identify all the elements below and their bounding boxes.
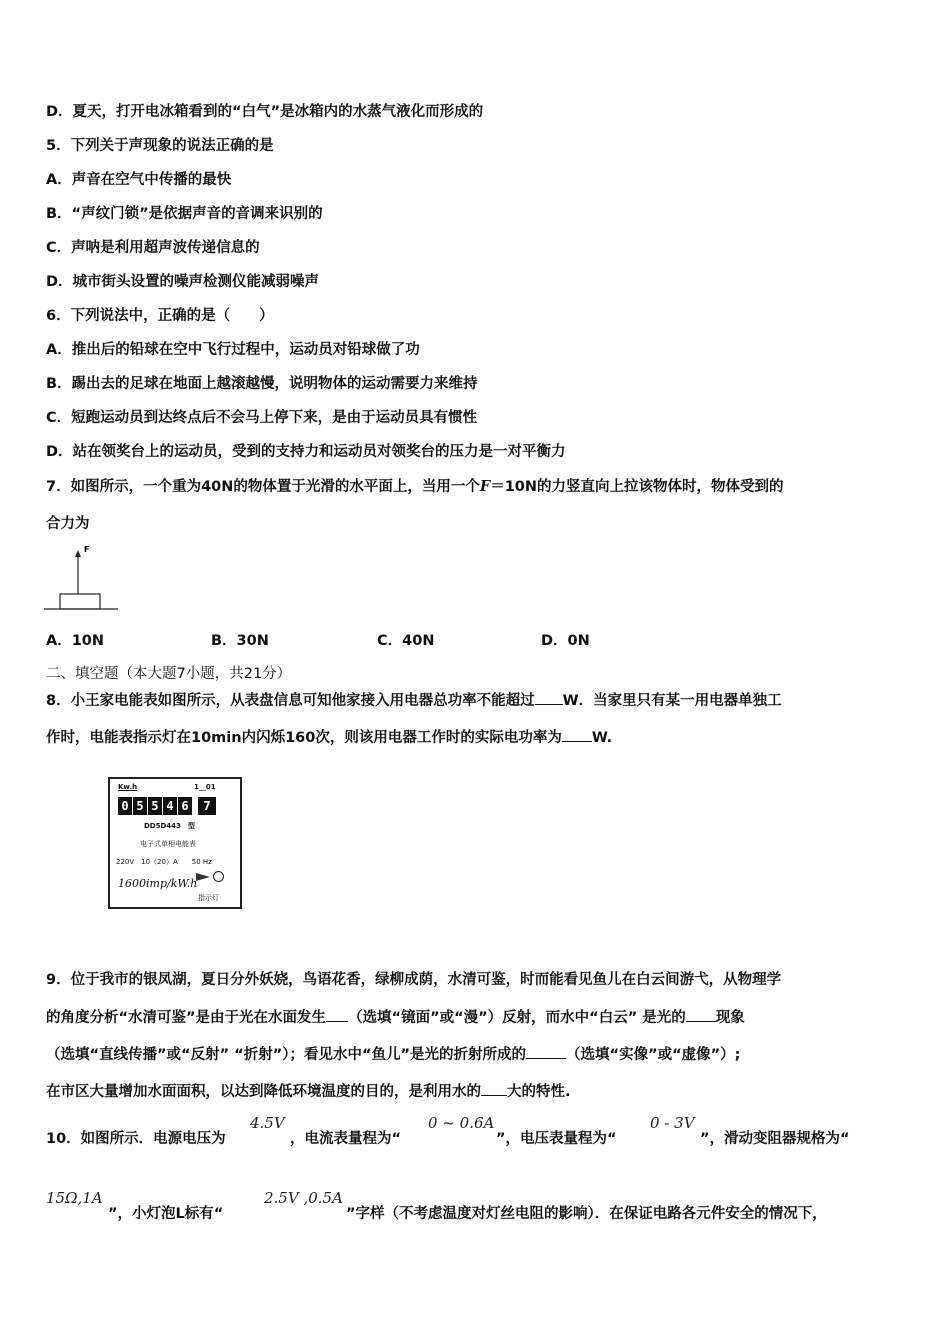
q7-options	[46, 631, 926, 651]
meter-rating: 220V 10（20）A 50 Hz	[116, 858, 212, 866]
q6-stem: 6．下列说法中，正确的是（ ）	[46, 308, 274, 324]
q7-text-part2: ＝10N的力竖直向上拉该物体时，物体受到的	[490, 479, 784, 495]
q10-line2-b: ”字样（不考虑温度对灯丝电阻的影响）．在保证电路各元件安全的情况下，	[346, 1206, 827, 1222]
q9-line3	[46, 1044, 740, 1065]
q9-blank-1[interactable]	[326, 1007, 348, 1022]
q10-line1-d: ”，滑动变阻器规格为“	[700, 1131, 850, 1147]
q7-figure	[44, 544, 120, 616]
q9-blank-3[interactable]	[526, 1044, 566, 1059]
q8-line2	[46, 727, 612, 748]
indicator-lamp-icon	[213, 871, 224, 882]
q10-rheostat: 15Ω,1A	[46, 1189, 103, 1207]
q9-text-e: （选填“实像”或“虚像”）;	[566, 1047, 741, 1063]
q9-text-c: 现象	[715, 1010, 745, 1026]
q9-line4	[46, 1081, 571, 1102]
q7-option-c: C．40N	[377, 633, 435, 649]
q8-line1	[46, 690, 782, 711]
q7-option-a: A．10N	[46, 633, 105, 649]
meter-digit: 6	[178, 797, 192, 815]
q8-text-a: 8．小王家电能表如图所示，从表盘信息可知他家接入用电器总功率不能超过	[46, 693, 535, 709]
q5-option-b: B．“声纹门锁”是依据声音的音调来识别的	[46, 206, 323, 222]
q5-stem: 5．下列关于声现象的说法正确的是	[46, 138, 274, 154]
q8-text-c: 作时，电能表指示灯在10min内闪烁160次，则该用电器工作时的实际电功率为	[46, 730, 562, 746]
q6-option-a: A．推出后的铅球在空中飞行过程中，运动员对铅球做了功	[46, 342, 420, 358]
q7-stem-line2: 合力为	[46, 516, 90, 532]
q6-option-b: B．踢出去的足球在地面上越滚越慢，说明物体的运动需要力来维持	[46, 376, 478, 392]
arrow-head	[75, 550, 81, 557]
meter-digit: 5	[133, 797, 147, 815]
force-label: F	[84, 545, 90, 554]
q7-option-d: D．0N	[541, 633, 590, 649]
q10-line2-a: ”，小灯泡L标有“	[108, 1206, 224, 1222]
q5-option-d: D．城市街头设置的噪声检测仪能减弱噪声	[46, 274, 320, 290]
q9-line1: 9．位于我市的银凤湖，夏日分外妖娆，鸟语花香，绿柳成荫，水清可鉴，时而能看见鱼儿在白云间游弋，从物理学	[46, 972, 782, 988]
q8-blank-1[interactable]	[535, 690, 563, 705]
meter-decimal-digit: 7	[198, 797, 216, 815]
energy-meter-figure	[108, 777, 242, 909]
q9-text-g: 大的特性.	[507, 1084, 571, 1100]
meter-constant: 1600imp/kW.h	[118, 877, 198, 890]
meter-digit: 0	[118, 797, 132, 815]
q5-option-c: C．声呐是利用超声波传递信息的	[46, 240, 260, 256]
q7-option-b: B．30N	[211, 633, 269, 649]
q9-text-a: 的角度分析“水清可鉴”是由于光在水面发生	[46, 1010, 327, 1026]
q9-blank-2[interactable]	[686, 1007, 716, 1022]
q10-line1-a: 10．如图所示．电源电压为	[46, 1131, 226, 1147]
meter-model: DD5D443 型	[144, 822, 195, 830]
q8-text-d: W.	[591, 730, 613, 746]
q6-option-d: D．站在领奖台上的运动员，受到的支持力和运动员对领奖台的压力是一对平衡力	[46, 444, 566, 460]
meter-unit: Kw.h	[118, 783, 138, 791]
meter-digit: 5	[148, 797, 162, 815]
q5-option-a: A．声音在空气中传播的最快	[46, 172, 232, 188]
block	[60, 594, 100, 609]
meter-indicator-label: 指示灯	[198, 894, 219, 902]
q7-text-part1: 7．如图所示，一个重为40N的物体置于光滑的水平面上，当用一个	[46, 479, 480, 495]
q10-voltage: 4.5V	[250, 1114, 285, 1132]
q6-option-c: C．短跑运动员到达终点后不会马上停下来，是由于运动员具有惯性	[46, 410, 478, 426]
q10-line1-b: ，电流表量程为“	[290, 1131, 402, 1147]
meter-corner: 1__01	[194, 783, 216, 791]
q4-option-d: D．夏天，打开电冰箱看到的“白气”是冰箱内的水蒸气液化而形成的	[46, 104, 484, 120]
q9-text-b: （选填“镜面”或“漫”）反射，而水中“白云” 是光的	[348, 1010, 686, 1026]
q9-blank-4[interactable]	[481, 1081, 507, 1096]
meter-digit: 4	[163, 797, 177, 815]
indicator-arrow-icon	[196, 873, 210, 881]
q9-text-d: （选填“直线传播”或“反射” “折射”）；看见水中“鱼儿”是光的折射所成的	[46, 1047, 527, 1063]
q10-current-range: 0 ~ 0.6A	[428, 1114, 495, 1132]
meter-name: 电子式单相电能表	[140, 840, 196, 848]
q7-stem-line1	[46, 477, 784, 497]
q9-text-f: 在市区大量增加水面面积，以达到降低环境温度的目的，是利用水的	[46, 1084, 481, 1100]
meter-digits	[118, 797, 193, 815]
q8-blank-2[interactable]	[562, 727, 592, 742]
q9-line2	[46, 1007, 745, 1028]
q10-lamp-rating: 2.5V ,0.5A	[264, 1189, 343, 1207]
q10-line1-c: ”，电压表量程为“	[496, 1131, 617, 1147]
q7-force-symbol: F	[479, 478, 491, 495]
q8-text-b: W．当家里只有某一用电器单独工	[562, 693, 782, 709]
section-2-heading: 二、填空题（本大题7小题，共21分）	[46, 666, 292, 682]
q10-voltage-range: 0 - 3V	[650, 1114, 695, 1132]
